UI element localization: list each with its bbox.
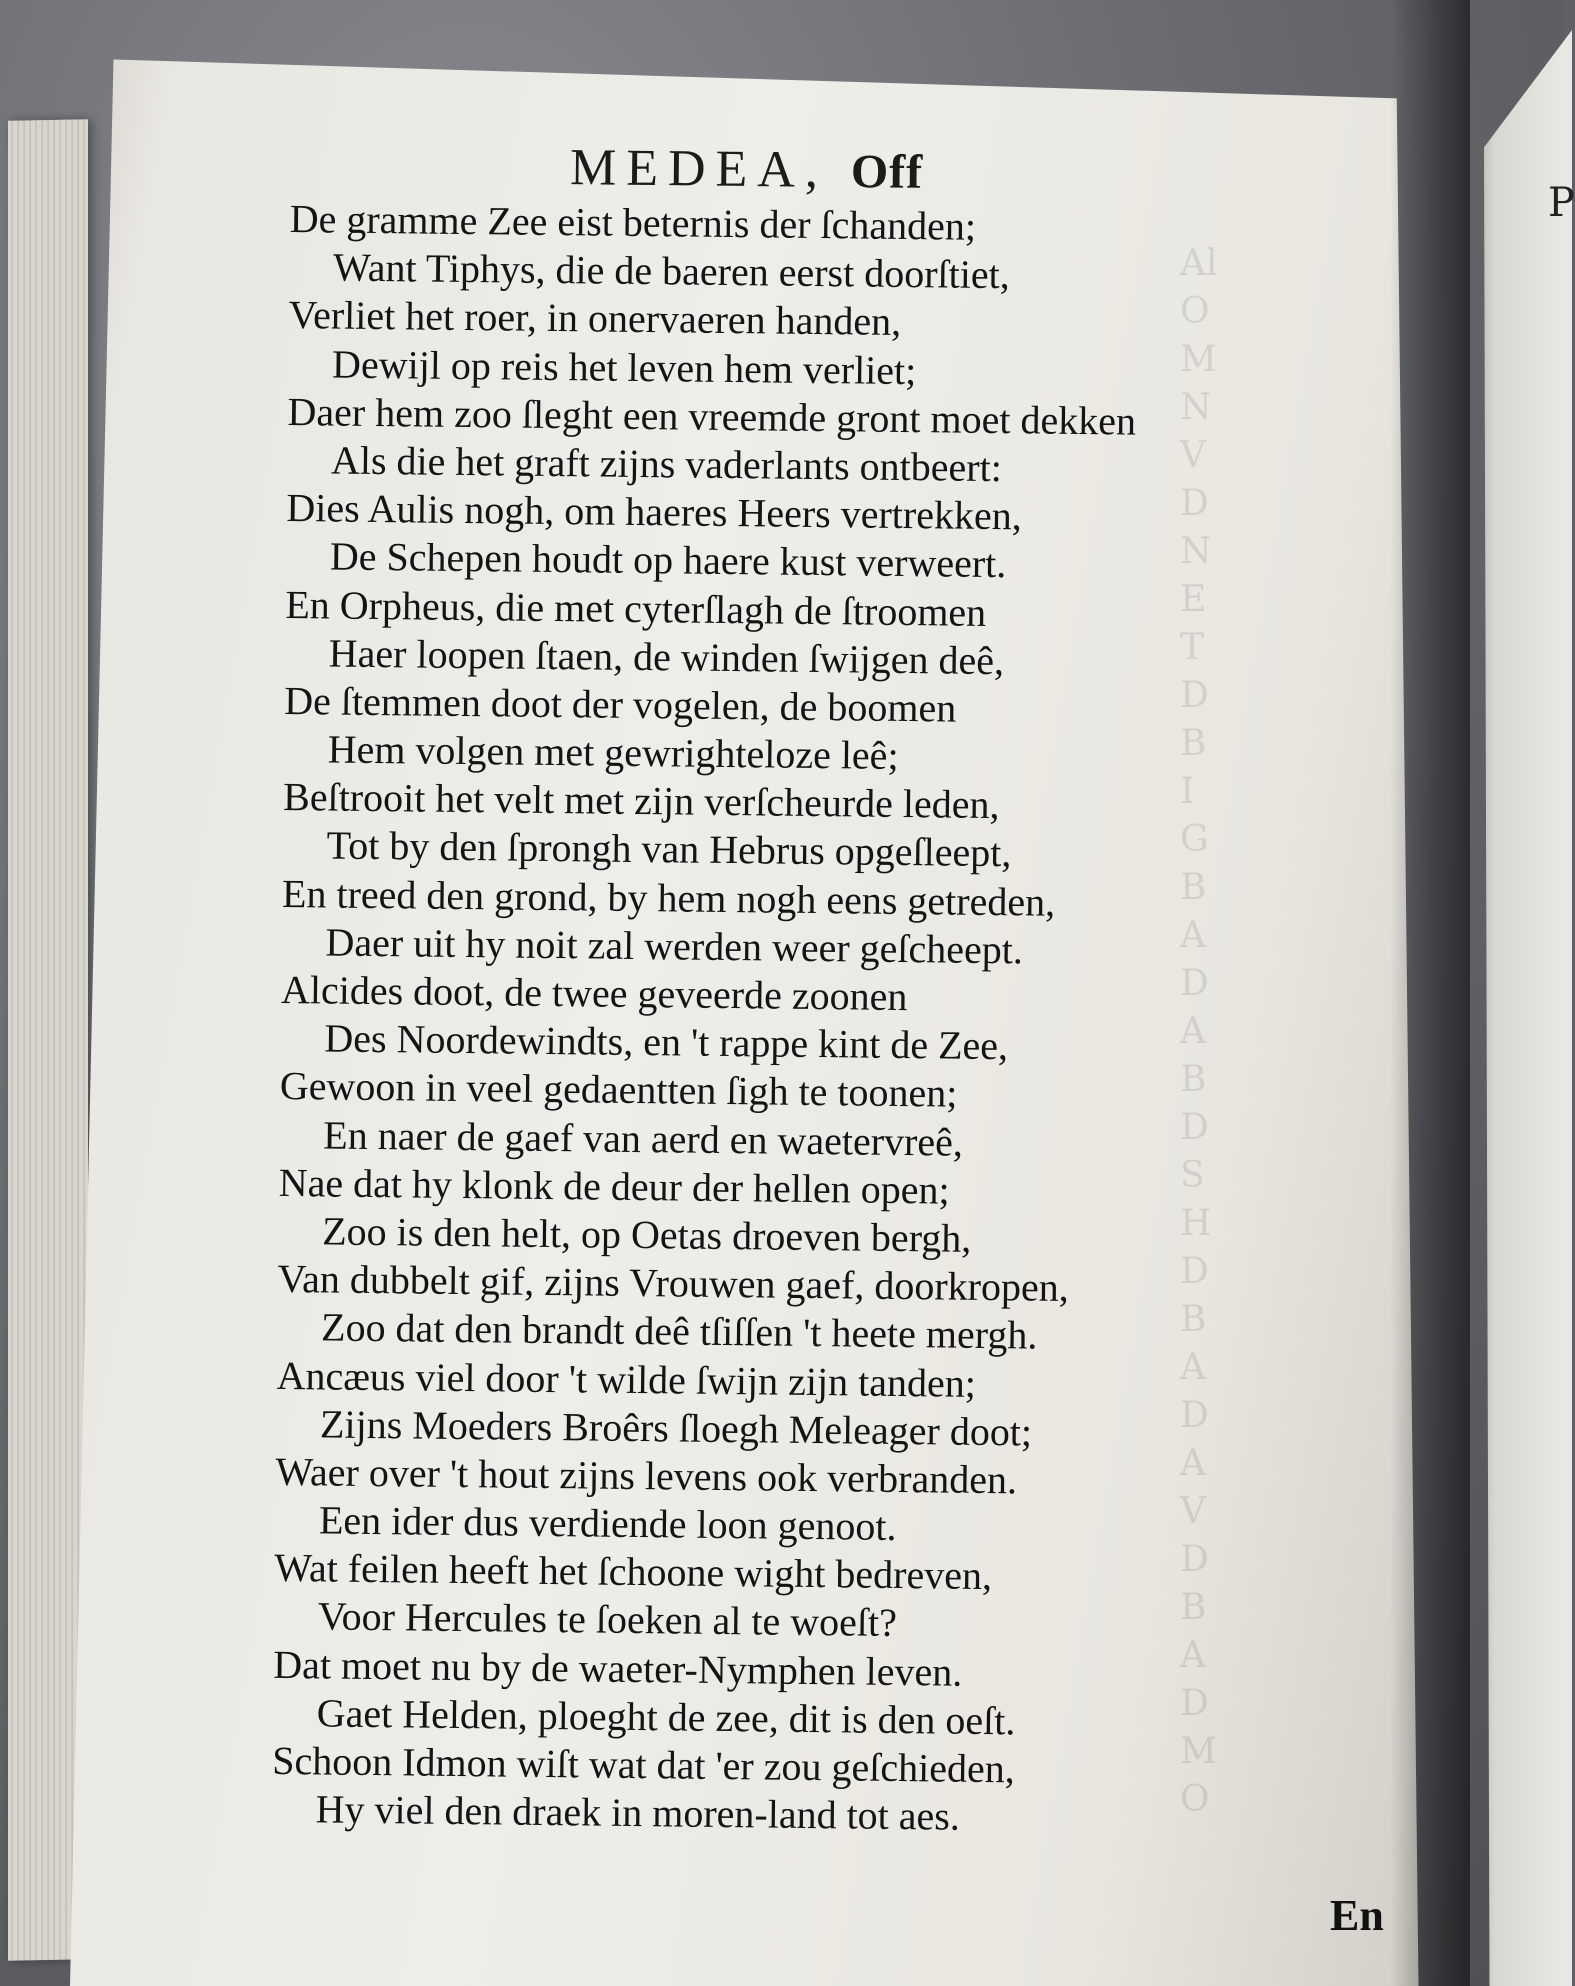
poem-line: En Orpheus, die met cyterſlagh de ſtroomen <box>285 581 987 635</box>
poem-line: Wat feilen heeft het ſchoone wight bedreven, <box>274 1545 993 1599</box>
poem-line: Dat moet nu by de waeter-Nymphen leven. <box>273 1641 963 1695</box>
poem-line: Hem volgen met gewrighteloze leê; <box>327 726 899 779</box>
poem-line: Haer loopen ſtaen, de winden ſwijgen deê, <box>328 630 1005 683</box>
poem-line: Hy viel den draek in moren-land tot aes. <box>315 1786 961 1839</box>
poem-line: Nae dat hy klonk de deur der hellen open; <box>278 1159 950 1213</box>
running-head-title: MEDEA, <box>569 139 829 199</box>
poem-line: Tot by den ſprongh van Hebrus opgeſleept, <box>326 822 1012 876</box>
catchword: En <box>1330 1891 1384 1940</box>
poem-line: Des Noordewindts, en 't rappe kint de Zee, <box>324 1015 1009 1069</box>
poem-line: Zijns Moeders Broêrs ſloegh Meleager doot; <box>319 1401 1033 1455</box>
poem-line: De ſtemmen doot der vogelen, de boomen <box>284 677 957 731</box>
poem-line: Een ider dus verdiende loon genoot. <box>318 1497 897 1550</box>
page-fold-shadow <box>1390 0 1470 1986</box>
running-head-suffix: Off <box>850 145 924 199</box>
poem-line: Beſtrooit het velt met zijn verſcheurde leden, <box>282 774 1000 828</box>
poem-line: Van dubbelt gif, zijns Vrouwen gaef, doorkropen, <box>277 1256 1070 1311</box>
poem-line: Gewoon in veel gedaentten ſigh te toonen; <box>279 1063 958 1117</box>
poem-line: Zoo dat den brandt deê tſiſſen 't heete mergh. <box>320 1304 1038 1358</box>
poem-line: Dewijl op reis het leven hem verliet; <box>331 341 917 393</box>
poem-line: De Schepen houdt op haere kust verweert. <box>329 533 1007 587</box>
poem-line: De gramme Zee eist beternis der ſchanden; <box>289 195 977 249</box>
poem-line: Dies Aulis nogh, om haeres Heers vertrekken, <box>286 485 1023 539</box>
poem-line: Ancæus viel door 't wilde ſwijn zijn tanden; <box>276 1352 977 1406</box>
poem-line: Verliet het roer, in onervaeren handen, <box>288 292 902 345</box>
poem-line: Alcides doot, de twee geveerde zoonen <box>280 966 908 1020</box>
poem-line: En naer de gaef van aerd en waetervreê, <box>323 1112 964 1165</box>
page-edges <box>8 119 88 1960</box>
poem-line: Want Tiphys, die de baeren eerst doorſtiet, <box>332 244 1011 298</box>
bleed-through-text: Al O M N V D N E T D B I G B A D A B D S H D B A D A V D B A D M O <box>1180 243 1218 1820</box>
poem-line: Als die het graft zijns vaderlants ontbeert: <box>330 437 1003 491</box>
facing-page-letter-fragment: P <box>1548 180 1575 226</box>
poem-line: Schoon Idmon wiſt wat dat 'er zou geſchieden, <box>271 1737 1016 1792</box>
poem-line: Gaet Helden, ploeght de zee, dit is den oeſt. <box>316 1690 1016 1744</box>
poem-line: Zoo is den helt, op Oetas droeven bergh, <box>321 1208 972 1261</box>
running-head <box>570 138 924 201</box>
poem-line: En treed den grond, by hem nogh eens getreden, <box>281 870 1056 925</box>
poem-line: Daer uit hy noit zal werden weer geſcheept. <box>325 919 1024 973</box>
poem-line: Waer over 't hout zijns levens ook verbranden. <box>275 1448 1018 1503</box>
poem-line: Daer hem zoo ſleght een vreemde gront moet dekken <box>287 388 1137 444</box>
poem-text <box>271 195 1138 1843</box>
poem-line: Voor Hercules te ſoeken al te woeſt? <box>317 1593 898 1646</box>
